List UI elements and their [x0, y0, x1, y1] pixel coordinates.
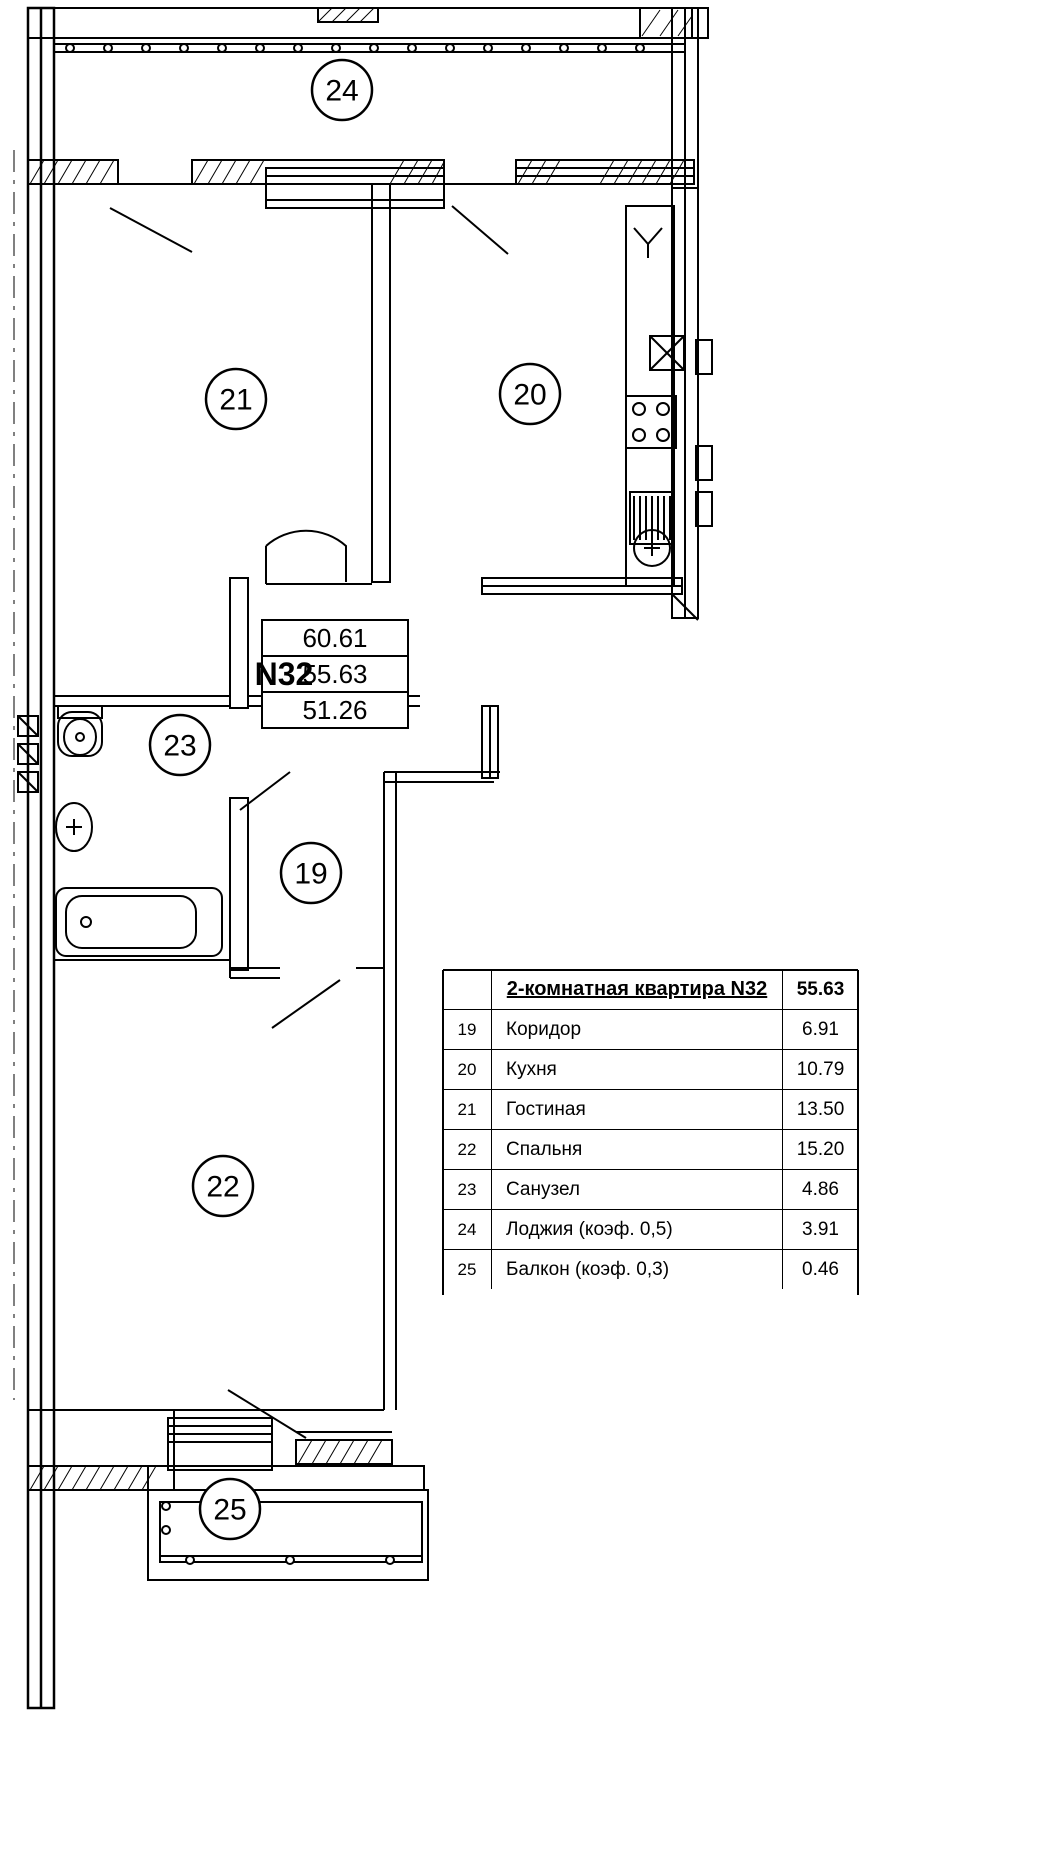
legend-row-number: 23: [443, 1170, 492, 1210]
room-markers: [150, 60, 560, 1539]
table-row: [443, 1050, 858, 1090]
legend-row-area: 15.20: [783, 1130, 859, 1170]
table-row: [443, 1010, 858, 1050]
room-marker-19: 19: [294, 857, 328, 891]
legend-row-area: 4.86: [783, 1170, 859, 1210]
room-legend-table: [443, 970, 858, 1289]
room-marker-25: 25: [213, 1493, 247, 1527]
leader-lines: [110, 206, 508, 254]
table-row: [443, 1090, 858, 1130]
legend-row-name: Лоджия (коэф. 0,5): [492, 1210, 783, 1250]
room-marker-21: 21: [219, 383, 253, 417]
legend-row-name: Гостиная: [492, 1090, 783, 1130]
area-living: 51.26: [302, 695, 368, 725]
table-row: [443, 1210, 858, 1250]
flat-number-label: N32: [254, 656, 314, 692]
legend-row-number: 20: [443, 1050, 492, 1090]
room-marker-20: 20: [513, 378, 547, 412]
legend-row-area: 6.91: [783, 1010, 859, 1050]
legend-row-number: 25: [443, 1250, 492, 1290]
table-row: [443, 1170, 858, 1210]
legend-row-area: 0.46: [783, 1250, 859, 1290]
legend-row-number: 19: [443, 1010, 492, 1050]
legend-row-number: 22: [443, 1130, 492, 1170]
area-total: 55.63: [302, 659, 368, 689]
table-row: [443, 1130, 858, 1170]
legend-row-area: 13.50: [783, 1090, 859, 1130]
room-marker-22: 22: [206, 1170, 240, 1204]
legend-row-name: Кухня: [492, 1050, 783, 1090]
legend-header-row: [443, 970, 858, 1010]
room-marker-24: 24: [325, 74, 359, 108]
legend-row-number: 24: [443, 1210, 492, 1250]
legend-header-number: [443, 970, 492, 1010]
legend-row-name: Спальня: [492, 1130, 783, 1170]
area-total-with-coef: 60.61: [302, 623, 368, 653]
legend-row-number: 21: [443, 1090, 492, 1130]
room-marker-23: 23: [163, 729, 197, 763]
legend-row-area: 3.91: [783, 1210, 859, 1250]
legend-row-name: Санузел: [492, 1170, 783, 1210]
exterior-wall-left: [28, 8, 54, 1708]
table-row: [443, 1250, 858, 1290]
legend-row-area: 10.79: [783, 1050, 859, 1090]
legend-row-name: Коридор: [492, 1010, 783, 1050]
legend-header-area: 55.63: [783, 970, 859, 1010]
legend-row-name: Балкон (коэф. 0,3): [506, 1258, 670, 1280]
legend-header-title: 2-комнатная квартира N32: [492, 970, 783, 1010]
